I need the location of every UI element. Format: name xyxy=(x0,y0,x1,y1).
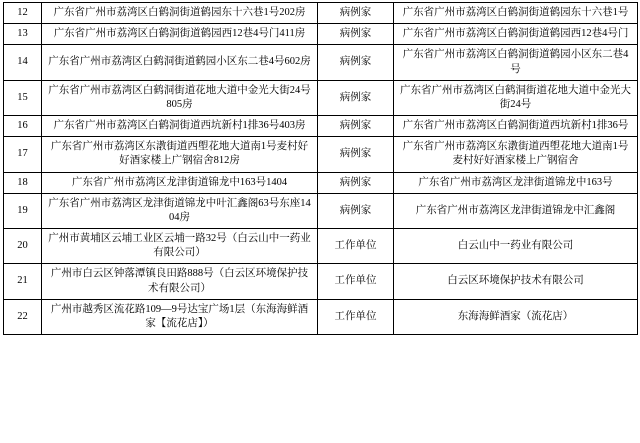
row-address: 广东省广州市荔湾区东漖街道西塱花地大道南1号麦村好好酒家楼上广钢宿舍812房 xyxy=(42,137,318,172)
table-row xyxy=(4,193,638,228)
row-short: 广东省广州市荔湾区白鹤洞街道鹤园西12巷4号门 xyxy=(394,24,638,45)
row-short: 广东省广州市荔湾区东漖街道西塱花地大道南1号麦村好好酒家楼上广钢宿舍 xyxy=(394,137,638,172)
row-type: 病例家 xyxy=(318,80,394,115)
row-index: 20 xyxy=(4,229,42,264)
table-row xyxy=(4,3,638,24)
row-type: 病例家 xyxy=(318,116,394,137)
table-row xyxy=(4,172,638,193)
row-index: 14 xyxy=(4,45,42,80)
table-row xyxy=(4,116,638,137)
row-address: 广东省广州市荔湾区白鹤洞街道鹤园西12巷4号门411房 xyxy=(42,24,318,45)
table-row xyxy=(4,229,638,264)
row-short: 东海海鲜酒家（流花店） xyxy=(394,299,638,334)
table-row xyxy=(4,299,638,334)
row-address: 广州市越秀区流花路109—9号达宝广场1层（东海海鲜酒家【流花店】） xyxy=(42,299,318,334)
row-address: 广东省广州市荔湾区白鹤洞街道鹤园小区东二巷4号602房 xyxy=(42,45,318,80)
row-type: 病例家 xyxy=(318,193,394,228)
row-address: 广东省广州市荔湾区白鹤洞街道鹤园东十六巷1号202房 xyxy=(42,3,318,24)
row-short: 广东省广州市荔湾区白鹤洞街道西坑新村1排36号 xyxy=(394,116,638,137)
row-address: 广东省广州市荔湾区龙津街道锦龙中叶汇鑫阁63号东座1404房 xyxy=(42,193,318,228)
row-address: 广东省广州市荔湾区白鹤洞街道西坑新村1排36号403房 xyxy=(42,116,318,137)
table-row xyxy=(4,137,638,172)
table-row xyxy=(4,24,638,45)
row-address: 广东省广州市荔湾区白鹤洞街道花地大道中金光大街24号805房 xyxy=(42,80,318,115)
row-type: 病例家 xyxy=(318,24,394,45)
row-type: 病例家 xyxy=(318,137,394,172)
address-table xyxy=(3,2,638,335)
row-short: 广东省广州市荔湾区龙津街道锦龙中汇鑫阁 xyxy=(394,193,638,228)
row-index: 17 xyxy=(4,137,42,172)
row-short: 广东省广州市荔湾区龙津街道锦龙中163号 xyxy=(394,172,638,193)
row-index: 15 xyxy=(4,80,42,115)
address-table-sheet xyxy=(0,2,640,443)
row-short: 白云山中一药业有限公司 xyxy=(394,229,638,264)
row-address: 广东省广州市荔湾区龙津街道锦龙中163号1404 xyxy=(42,172,318,193)
row-index: 16 xyxy=(4,116,42,137)
row-type: 工作单位 xyxy=(318,264,394,299)
row-index: 18 xyxy=(4,172,42,193)
row-index: 22 xyxy=(4,299,42,334)
table-row xyxy=(4,80,638,115)
row-short: 广东省广州市荔湾区白鹤洞街道鹤园小区东二巷4号 xyxy=(394,45,638,80)
row-type: 病例家 xyxy=(318,3,394,24)
table-body xyxy=(4,3,638,335)
row-address: 广州市黄埔区云埔工业区云埔一路32号（白云山中一药业有限公司） xyxy=(42,229,318,264)
table-row xyxy=(4,45,638,80)
row-short: 广东省广州市荔湾区白鹤洞街道鹤园东十六巷1号 xyxy=(394,3,638,24)
row-index: 19 xyxy=(4,193,42,228)
row-type: 病例家 xyxy=(318,172,394,193)
row-index: 12 xyxy=(4,3,42,24)
row-index: 13 xyxy=(4,24,42,45)
row-type: 工作单位 xyxy=(318,299,394,334)
row-index: 21 xyxy=(4,264,42,299)
row-address: 广州市白云区钟落潭镇良田路888号（白云区环境保护技术有限公司） xyxy=(42,264,318,299)
row-type: 工作单位 xyxy=(318,229,394,264)
row-type: 病例家 xyxy=(318,45,394,80)
row-short: 广东省广州市荔湾区白鹤洞街道花地大道中金光大街24号 xyxy=(394,80,638,115)
row-short: 白云区环境保护技术有限公司 xyxy=(394,264,638,299)
table-row xyxy=(4,264,638,299)
